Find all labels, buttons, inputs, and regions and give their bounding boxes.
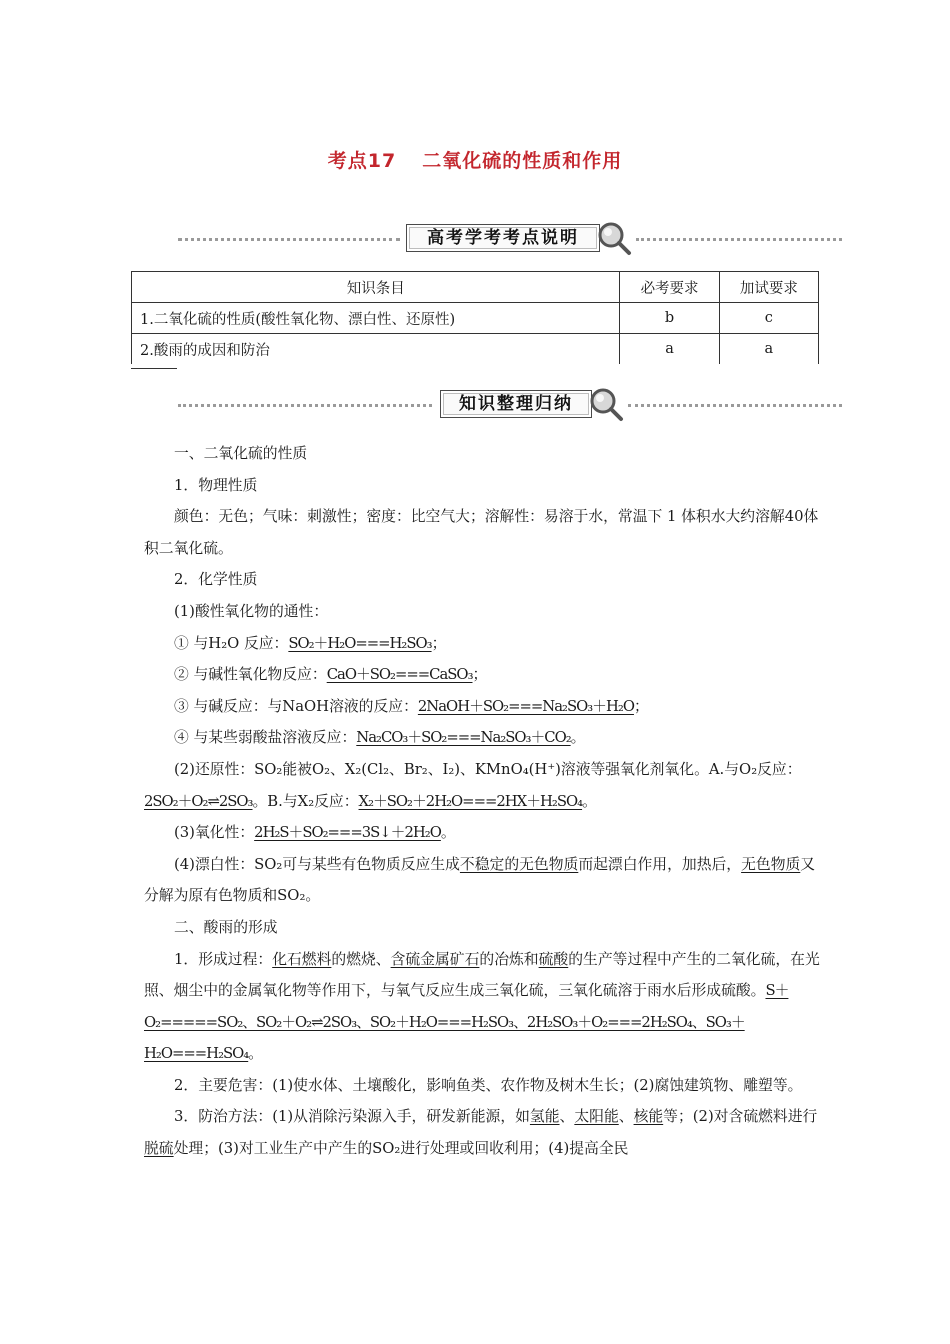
paragraph: (4)漂白性：SO₂可与某些有色物质反应生成不稳定的无色物质而起漂白作用，加热后，无色物质又分解为原有色物质和SO₂。 [144, 855, 816, 905]
dotted-rule-left [178, 238, 400, 241]
paragraph: 颜色：无色；气味：刺激性；密度：比空气大；溶解性：易溶于水，常温下 1 体积水大约溶解40体积二氧化硫。 [144, 508, 819, 557]
subheading: 1．物理性质 [174, 476, 258, 494]
table-row [132, 303, 819, 334]
page-title [0, 146, 950, 173]
table-row [132, 334, 819, 365]
reaction-line: ③ 与碱反应：与NaOH溶液的反应：2NaOH＋SO₂===Na₂SO₃＋H₂O； [174, 697, 649, 715]
row-extra: c [719, 303, 818, 334]
reaction-line: ④ 与某些弱酸盐溶液反应：Na₂CO₃＋SO₂===Na₂SO₃＋CO₂。 [174, 729, 586, 747]
magnifier-icon [596, 220, 634, 258]
dotted-rule-right [628, 404, 842, 407]
equation: 2SO₂＋O₂⇌2SO₃ [144, 792, 253, 810]
section-heading: 二、酸雨的形成 [174, 918, 278, 936]
equation: S＋O₂=====SO₂、SO₂＋O₂⇌2SO₃、SO₂＋H₂O===H₂SO₃、2H₂SO₃＋O₂===2H₂SO₄、SO₃＋H₂O===H₂SO₄ [144, 982, 789, 1063]
row-item: 2.酸雨的成因和防治 [132, 334, 620, 365]
row-extra: a [719, 334, 818, 365]
header-extra: 加试要求 [719, 272, 818, 303]
equation: X₂＋SO₂＋2H₂O===2HX＋H₂SO₄ [358, 792, 583, 810]
table-bottom-rule [131, 368, 177, 369]
paragraph: (2)还原性：SO₂能被O₂、X₂(Cl₂、Br₂、I₂)、KMnO₄(H⁺)溶液等强氧化剂氧化。A.与O₂反应：2SO₂＋O₂⇌2SO₃。B.与X₂反应：X₂＋SO₂＋2H₂O===2HX＋H₂SO₄。 [144, 760, 802, 810]
paragraph: 3．防治方法：(1)从消除污染源入手，研发新能源，如氢能、太阳能、核能等；(2)对含硫燃料进行脱硫处理；(3)对工业生产中产生的SO₂进行处理或回收利用；(4)提高全民 [144, 1108, 818, 1158]
reaction-line: ② 与碱性氧化物反应：CaO＋SO₂===CaSO₃； [174, 666, 488, 684]
reaction-line: ① 与H₂O 反应：SO₂＋H₂O===H₂SO₃； [174, 634, 447, 652]
subheading: 2．化学性质 [174, 571, 258, 589]
equation: 2H₂S＋SO₂===3S↓＋2H₂O [254, 824, 441, 842]
content-body [144, 438, 820, 1165]
header-required: 必考要求 [620, 272, 719, 303]
exam-banner [178, 220, 842, 258]
magnifier-icon [588, 386, 626, 424]
exam-banner-label: 高考学考考点说明 [406, 224, 600, 252]
knowledge-banner-label: 知识整理归纳 [440, 390, 592, 418]
table-header-row [132, 272, 819, 303]
paragraph: 1．形成过程：化石燃料的燃烧、含硫金属矿石的冶炼和硫酸的生产等过程中产生的二氧化硫，在光照、烟尘中的金属氧化物等作用下，与氧气反应生成三氧化硫，三氧化硫溶于雨水后形成硫酸。S＋O₂=====SO₂、SO₂＋O₂⇌2SO₃、SO₂＋H₂O===H₂SO₃、2H₂SO₃＋O₂===2H₂SO₄、SO₃＋H₂O===H₂SO₄。 [144, 950, 820, 1063]
requirements-table [131, 271, 819, 364]
header-item: 知识条目 [132, 272, 620, 303]
equation: Na₂CO₃＋SO₂===Na₂SO₃＋CO₂ [356, 729, 571, 747]
title-prefix: 考点17 [327, 150, 397, 172]
dotted-rule-left [178, 404, 432, 407]
equation: SO₂＋H₂O===H₂SO₃ [288, 634, 432, 652]
knowledge-banner [178, 386, 842, 424]
dotted-rule-right [636, 238, 842, 241]
row-item: 1.二氧化硫的性质(酸性氧化物、漂白性、还原性) [132, 303, 620, 334]
paragraph: 2．主要危害：(1)使水体、土壤酸化，影响鱼类、农作物及树木生长；(2)腐蚀建筑物、雕塑等。 [174, 1076, 803, 1094]
section-heading: 一、二氧化硫的性质 [174, 445, 308, 462]
row-required: b [620, 303, 719, 334]
paragraph: (3)氧化性：2H₂S＋SO₂===3S↓＋2H₂O。 [174, 824, 456, 842]
title-main: 二氧化硫的性质和作用 [422, 150, 623, 172]
row-required: a [620, 334, 719, 365]
paragraph: (1)酸性氧化物的通性： [174, 602, 329, 620]
equation: CaO＋SO₂===CaSO₃ [326, 666, 473, 684]
equation: 2NaOH＋SO₂===Na₂SO₃＋H₂O [417, 697, 634, 715]
